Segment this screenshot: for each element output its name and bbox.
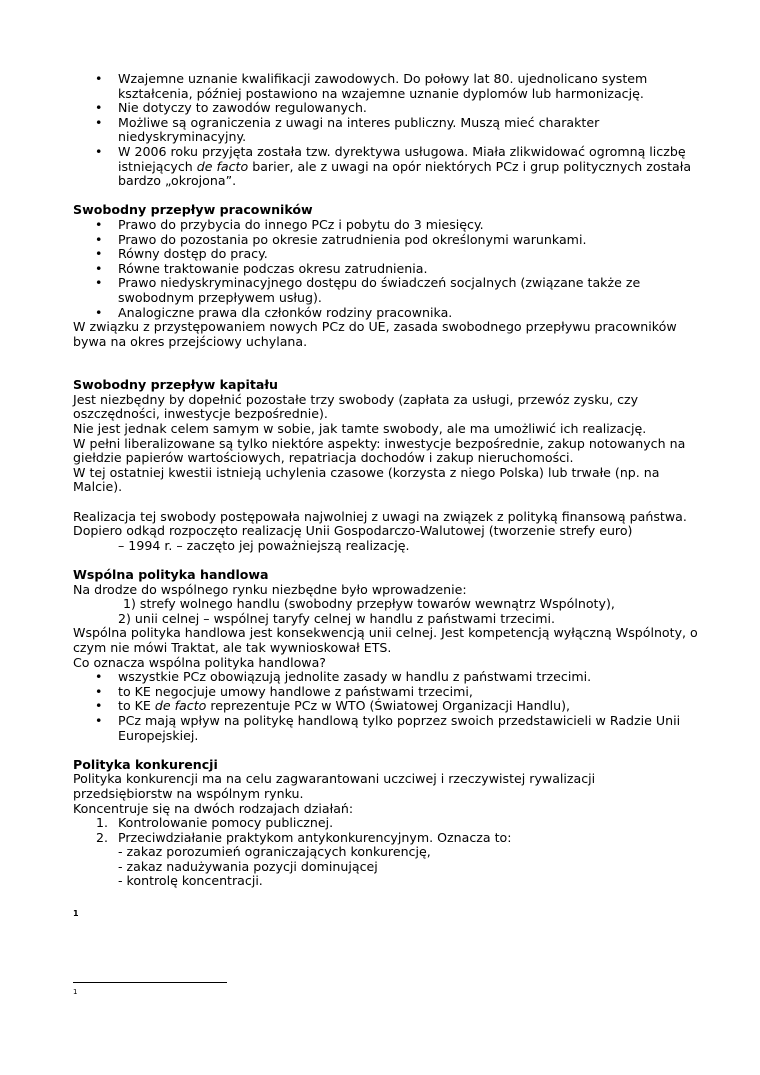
sub-item: - kontrolę koncentracji. — [118, 873, 263, 889]
footnote-reference: 1 — [73, 909, 79, 919]
text-span: W 2006 roku przyjęta została tzw. dyrektywa usługowa. Miała zlikwidować ogromną liczbę istniejących — [118, 143, 686, 174]
list-item — [73, 699, 698, 714]
text-span: reprezentuje PCz w WTO (Światowej Organizacji Handlu), — [206, 698, 571, 714]
paragraph: Realizacja tej swobody postępowała najwolniej z uwagi na związek z polityką finansową państwa. Dopiero odkąd rozpoczęto realizację Unii Gospodarczo-Walutowej (tworzenie strefy euro) — [73, 508, 687, 539]
text-span: to KE — [118, 698, 155, 714]
indented-item: 1) strefy wolnego handlu (swobodny przepływ towarów wewnątrz Wspólnoty), — [123, 596, 615, 612]
list-number: 1. — [96, 815, 109, 831]
list-item: • to KE negocjuje umowy handlowe z państwami trzecimi, — [73, 685, 698, 700]
list-item: • wszystkie PCz obowiązują jednolite zasady w handlu z państwami trzecimi. — [73, 670, 698, 685]
paragraph: Co oznacza wspólna polityka handlowa? — [73, 654, 326, 670]
paragraph: Koncentruje się na dwóch rodzajach działań: — [73, 800, 354, 816]
list-item: • Możliwe są ograniczenia z uwagi na interes publiczny. Muszą mieć charakter niedyskryminacyjny. — [73, 116, 698, 145]
paragraph: Nie jest jednak celem samym w sobie, jak tamte swobody, ale ma umożliwić ich realizację. — [73, 421, 647, 437]
sub-item: - zakaz nadużywania pozycji dominującej — [118, 858, 378, 874]
trade-bullet-list — [73, 670, 698, 743]
sub-item: - zakaz porozumień ograniczających konkurencję, — [118, 844, 431, 860]
list-item: • Analogiczne prawa dla członków rodziny pracownika. — [73, 306, 698, 321]
list-item-services-directive — [73, 145, 698, 189]
list-item: • Prawo do przybycia do innego PCz i pobytu do 3 miesięcy. — [73, 218, 698, 233]
footnote-mark: 1 — [73, 988, 78, 996]
document-page — [73, 72, 698, 919]
list-item: • Równe traktowanie podczas okresu zatrudnienia. — [73, 262, 698, 277]
paragraph: W pełni liberalizowane są tylko niektóre aspekty: inwestycje bezpośrednie, zakup notowanych na giełdzie papierów wartościowych, repatriacja dochodów i zakup nieruchomości. — [73, 435, 686, 466]
list-item: • Wzajemne uznanie kwalifikacji zawodowych. Do połowy lat 80. ujednolicano system kształcenia, później postawiono na wzajemne uznanie dyplomów lub harmonizację. — [73, 72, 698, 101]
section-heading-capital: Swobodny przepływ kapitału — [73, 377, 278, 393]
paragraph: W tej ostatniej kwestii istnieją uchylenia czasowe (korzysta z niego Polska) lub trwałe (np. na Malcie). — [73, 464, 660, 495]
list-item: • Równy dostęp do pracy. — [73, 247, 698, 262]
list-number: 2. — [96, 829, 109, 845]
indented-paragraph: – 1994 r. – zaczęto jej poważniejszą realizację. — [118, 537, 410, 553]
list-item — [73, 831, 698, 889]
text-span: barier, ale z uwagi na opór niektórych PCz i grup politycznych została bardzo „okrojona”. — [118, 158, 692, 189]
paragraph: Wspólna polityka handlowa jest konsekwencją unii celnej. Jest kompetencją wyłączną Wspólnoty, o czym nie mówi Traktat, ale tak wywnioskował ETS. — [73, 625, 698, 655]
list-item: • PCz mają wpływ na politykę handlową tylko poprzez swoich przedstawicieli w Radzie Unii Europejskiej. — [73, 714, 698, 743]
text-span: Przeciwdziałanie praktykom antykonkurencyjnym. Oznacza to: — [118, 829, 512, 845]
list-item — [73, 816, 698, 831]
workers-note: W związku z przystępowaniem nowych PCz do UE, zasada swobodnego przepływu pracowników bywa na okres przejściowy uchylana. — [73, 319, 677, 349]
italic-term: de facto — [154, 698, 207, 714]
italic-term: de facto — [196, 158, 249, 174]
workers-bullet-list — [73, 218, 698, 320]
paragraph: Na drodze do wspólnego rynku niezbędne było wprowadzenie: — [73, 581, 467, 597]
paragraph: Polityka konkurencji ma na celu zagwarantowani uczciwej i rzeczywistej rywalizacji przedsiębiorstw na wspólnym rynku. — [73, 771, 596, 801]
footnote-separator — [73, 982, 227, 983]
list-item: • Nie dotyczy to zawodów regulowanych. — [73, 101, 698, 116]
list-item: • Prawo do pozostania po okresie zatrudnienia pod określonymi warunkami. — [73, 233, 698, 248]
competition-numbered-list — [73, 816, 698, 889]
section-heading-trade: Wspólna polityka handlowa — [73, 567, 269, 582]
section-heading-competition: Polityka konkurencji — [73, 756, 218, 772]
indented-item: 2) unii celnej – wspólnej taryfy celnej w handlu z państwami trzecimi. — [118, 610, 555, 626]
text-span: Kontrolowanie pomocy publicznej. — [118, 815, 334, 831]
paragraph: Jest niezbędny by dopełnić pozostałe trzy swobody (zapłata za usługi, przewóz zysku, czy oszczędności, inwestycje bezpośrednie). — [73, 391, 639, 422]
section-heading-workers: Swobodny przepływ pracowników — [73, 202, 313, 218]
list-item: • Prawo niedyskryminacyjnego dostępu do świadczeń socjalnych (związane także ze swobodnym przepływem usług). — [73, 276, 698, 305]
intro-bullet-list — [73, 72, 698, 189]
